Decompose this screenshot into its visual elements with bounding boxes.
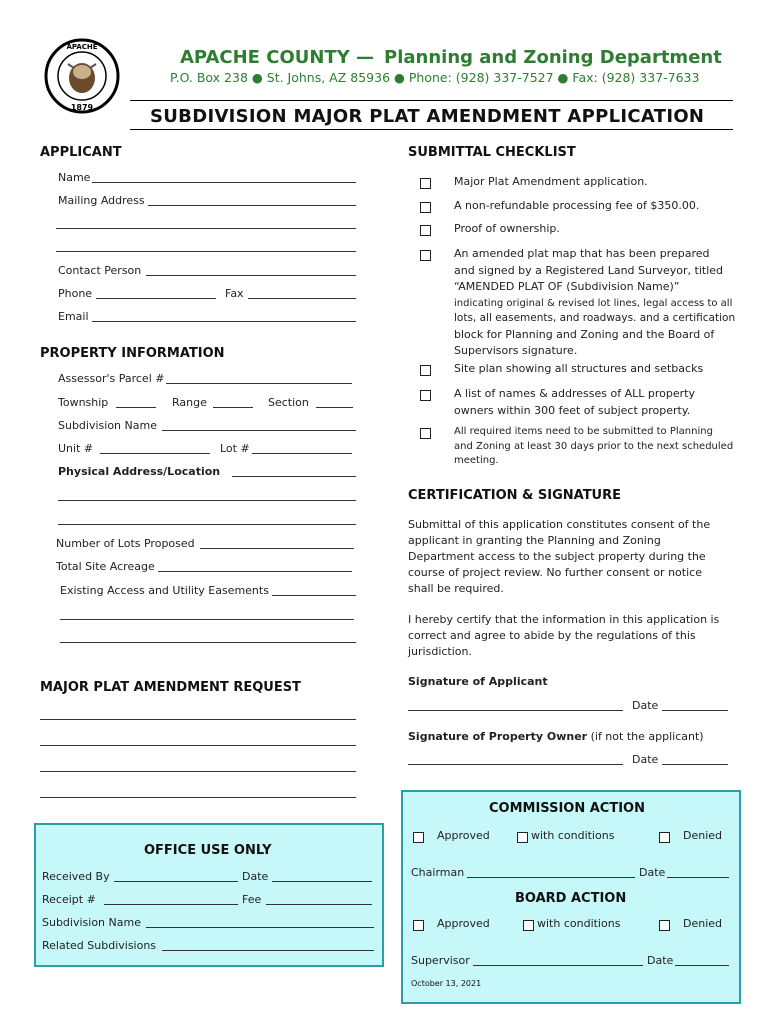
owner-date-label: Date [632, 753, 659, 766]
certification-paragraph-1 [408, 517, 710, 597]
checklist-item-3: Proof of ownership. [454, 222, 560, 235]
checklist-item-1: Major Plat Amendment application. [454, 175, 648, 188]
commission-conditions-checkbox[interactable] [517, 832, 528, 843]
office-use-heading: OFFICE USE ONLY [144, 843, 272, 858]
commission-approved-checkbox[interactable] [413, 832, 424, 843]
signature-owner-label [408, 730, 704, 743]
signature-applicant-field[interactable] [408, 710, 623, 711]
request-line-3[interactable] [40, 771, 356, 772]
footer-date: October 13, 2021 [411, 979, 482, 988]
checklist-checkbox-6[interactable] [420, 390, 431, 401]
checklist-item-4-line-4: indicating original & revised lot lines, legal access to all [454, 297, 733, 309]
mailing-address-label: Mailing Address [58, 194, 145, 207]
county-seal-icon [44, 38, 120, 114]
request-line-1[interactable] [40, 719, 356, 720]
fee-field[interactable] [266, 904, 372, 905]
unit-field[interactable] [100, 453, 210, 454]
township-label: Township [58, 396, 109, 409]
receipt-field[interactable] [104, 904, 238, 905]
number-of-lots-field[interactable] [200, 548, 354, 549]
email-label: Email [58, 310, 89, 323]
svg-text:1879: 1879 [70, 103, 94, 112]
certification-paragraph-2 [408, 612, 719, 660]
board-denied-checkbox[interactable] [659, 920, 670, 931]
cert-p1-line-3: Department access to the subject property during the [408, 550, 706, 563]
commission-conditions-label: with conditions [531, 829, 615, 842]
signature-owner-text: Signature of Property Owner [408, 730, 588, 743]
board-approved-checkbox[interactable] [413, 920, 424, 931]
physical-address-field[interactable] [232, 476, 356, 477]
checklist-checkbox-4[interactable] [420, 250, 431, 261]
cert-p2-line-3: jurisdiction. [408, 645, 472, 658]
department-name: Planning and Zoning Department [384, 47, 722, 68]
board-approved-label: Approved [437, 917, 490, 930]
checklist-item-7-line-3: meeting. [454, 455, 499, 466]
mailing-address-line-3[interactable] [56, 251, 356, 252]
checklist-item-4 [454, 246, 739, 360]
receipt-label: Receipt # [42, 893, 96, 906]
cert-p2-line-1: I hereby certify that the information in this application is [408, 613, 720, 626]
access-easements-line-3[interactable] [60, 642, 356, 643]
office-date-field[interactable] [272, 881, 372, 882]
access-easements-label: Existing Access and Utility Easements [60, 584, 269, 597]
signature-owner-field[interactable] [408, 764, 623, 765]
checklist-checkbox-3[interactable] [420, 225, 431, 236]
cert-p1-line-1: Submittal of this application constitutes consent of the [408, 518, 711, 531]
unit-label: Unit # [58, 442, 94, 455]
request-heading: MAJOR PLAT AMENDMENT REQUEST [40, 680, 301, 695]
chairman-field[interactable] [467, 877, 635, 878]
checklist-item-7 [454, 425, 733, 469]
chairman-date-label: Date [639, 866, 666, 879]
county-name: APACHE COUNTY — [180, 47, 375, 68]
phone-field[interactable] [96, 298, 216, 299]
contact-person-field[interactable] [146, 275, 356, 276]
email-field[interactable] [92, 321, 356, 322]
property-heading: PROPERTY INFORMATION [40, 346, 225, 361]
checklist-checkbox-7[interactable] [420, 428, 431, 439]
board-heading: BOARD ACTION [515, 891, 627, 906]
lot-label: Lot # [220, 442, 250, 455]
board-denied-label: Denied [683, 917, 723, 930]
checklist-item-4-line-1: An amended plat map that has been prepared [454, 247, 710, 260]
physical-address-label: Physical Address/Location [58, 465, 221, 478]
parcel-label: Assessor's Parcel # [58, 372, 165, 385]
related-subdivisions-label: Related Subdivisions [42, 939, 157, 952]
cert-p1-line-4: course of project review. No further consent or notice [408, 566, 702, 579]
fax-label: Fax [225, 287, 244, 300]
commission-denied-checkbox[interactable] [659, 832, 670, 843]
section-label: Section [268, 396, 309, 409]
checklist-item-6-line-2: owners within 300 feet of subject property. [454, 403, 691, 417]
checklist-item-7-line-1: All required items need to be submitted to Planning [454, 426, 713, 437]
mailing-address-field[interactable] [148, 205, 356, 206]
supervisor-label: Supervisor [411, 954, 470, 967]
action-box [401, 790, 741, 1004]
request-line-2[interactable] [40, 745, 356, 746]
site-acreage-label: Total Site Acreage [56, 560, 155, 573]
range-label: Range [172, 396, 207, 409]
checklist-checkbox-2[interactable] [420, 202, 431, 213]
office-date-label: Date [242, 870, 269, 883]
fee-label: Fee [242, 893, 262, 906]
chairman-label: Chairman [411, 866, 465, 879]
cert-p1-line-2: applicant in granting the Planning and Zoning [408, 534, 661, 547]
checklist-item-2: A non-refundable processing fee of $350.00. [454, 199, 700, 212]
site-acreage-field[interactable] [158, 571, 352, 572]
checklist-item-4-line-7: Supervisors signature. [454, 344, 578, 357]
signature-owner-note: (if not the applicant) [590, 730, 704, 743]
physical-address-line-2[interactable] [58, 500, 356, 501]
fax-field[interactable] [248, 298, 356, 299]
commission-denied-label: Denied [683, 829, 723, 842]
office-use-box [34, 823, 384, 967]
title-rule-bottom [130, 129, 733, 130]
commission-heading: COMMISSION ACTION [489, 801, 645, 816]
certification-heading: CERTIFICATION & SIGNATURE [408, 488, 622, 503]
supervisor-field[interactable] [473, 965, 643, 966]
checklist-item-7-line-2: and Zoning at least 30 days prior to the next scheduled [454, 440, 734, 452]
chairman-date-field[interactable] [667, 877, 729, 878]
received-by-label: Received By [42, 870, 110, 883]
name-field[interactable] [92, 182, 356, 183]
checklist-item-4-line-2: and signed by a Registered Land Surveyor, titled [454, 263, 724, 277]
page-title: SUBDIVISION MAJOR PLAT AMENDMENT APPLICATION [150, 106, 705, 127]
applicant-heading: APPLICANT [40, 145, 122, 160]
office-subdivision-label: Subdivision Name [42, 916, 141, 929]
subdivision-name-label: Subdivision Name [58, 419, 157, 432]
checklist-item-4-line-5: lots, all easements, and roadways. and a certification [454, 312, 736, 324]
header-title [180, 47, 722, 68]
board-conditions-label: with conditions [537, 917, 621, 930]
checklist-item-6 [454, 386, 695, 419]
access-easements-line-2[interactable] [60, 619, 354, 620]
parcel-field[interactable] [166, 383, 352, 384]
supervisor-date-label: Date [647, 954, 674, 967]
checklist-checkbox-5[interactable] [420, 365, 431, 376]
commission-approved-label: Approved [437, 829, 490, 842]
cert-p2-line-2: correct and agree to abide by the regulations of this [408, 629, 696, 642]
mailing-address-line-2[interactable] [56, 228, 356, 229]
name-label: Name [58, 171, 91, 184]
related-subdivisions-field[interactable] [162, 950, 374, 951]
access-easements-field[interactable] [272, 595, 356, 596]
header-contact: P.O. Box 238 ● St. Johns, AZ 85936 ● Phone: (928) 337-7527 ● Fax: (928) 337-7633 [170, 70, 700, 85]
signature-applicant-label: Signature of Applicant [408, 675, 548, 688]
phone-label: Phone [58, 287, 93, 300]
applicant-date-field[interactable] [662, 710, 728, 711]
number-of-lots-label: Number of Lots Proposed [56, 537, 195, 550]
office-subdivision-field[interactable] [146, 927, 374, 928]
request-line-4[interactable] [40, 797, 356, 798]
board-conditions-checkbox[interactable] [523, 920, 534, 931]
cert-p1-line-5: shall be required. [408, 582, 504, 595]
physical-address-line-3[interactable] [58, 524, 356, 525]
applicant-date-label: Date [632, 699, 659, 712]
checklist-item-4-line-3: “AMENDED PLAT OF (Subdivision Name)” [454, 280, 680, 293]
supervisor-date-field[interactable] [675, 965, 729, 966]
svg-text:APACHE: APACHE [66, 43, 98, 51]
checklist-checkbox-1[interactable] [420, 178, 431, 189]
checklist-item-4-line-6: block for Planning and Zoning and the Board of [454, 327, 715, 341]
lot-field[interactable] [252, 453, 352, 454]
subdivision-name-field[interactable] [162, 430, 356, 431]
township-field[interactable] [116, 407, 156, 408]
title-rule-top [130, 100, 733, 101]
range-field[interactable] [213, 407, 253, 408]
received-by-field[interactable] [114, 881, 238, 882]
checklist-item-5: Site plan showing all structures and setbacks [454, 362, 704, 375]
checklist-heading: SUBMITTAL CHECKLIST [408, 145, 576, 160]
checklist-item-6-line-1: A list of names & addresses of ALL property [454, 387, 695, 400]
section-field[interactable] [316, 407, 353, 408]
owner-date-field[interactable] [662, 764, 728, 765]
contact-person-label: Contact Person [58, 264, 142, 277]
